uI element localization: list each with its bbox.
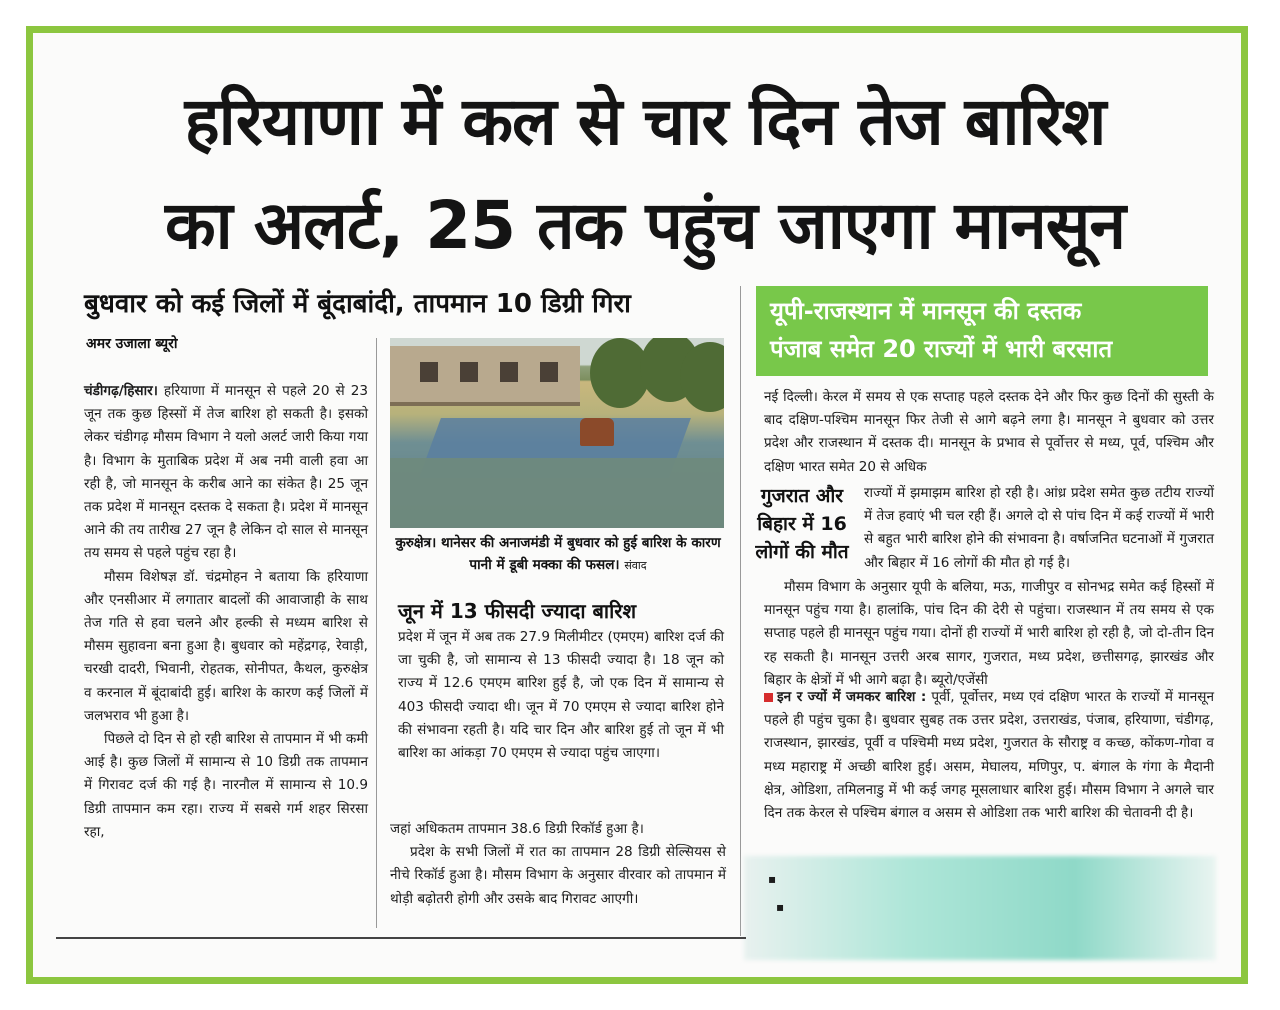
column-divider-left [376,338,377,928]
left-paragraph-2: मौसम विशेषज्ञ डॉ. चंद्रमोहन ने बताया कि हरियाणा और एनसीआर में लगातार बादलों की आवाजाही के साथ तेज गति से हवा चलने और हल्की से मध्यम बारिश से मौसम सुहावना बना हुआ है। बुधवार को महेंद्रगढ़, रेवाड़ी, चरखी दादरी, भिवानी, रोहतक, सोनीपत, कैथल, कुरुक्षेत्र व करनाल में बूंदाबांदी हुई। बारिश के कारण कई जिलों में जलभराव भी हुआ है। [84,568,368,724]
headline-line-2: का अलर्ट, 25 तक पहुंच जाएगा मानसून [164,187,1125,264]
rainfall-box-text: प्रदेश में जून में अब तक 27.9 मिलीमीटर (एमएम) बारिश दर्ज की जा चुकी है, जो सामान्य से 13 फीसदी ज्यादा है। 18 जून को राज्य में 12.6 एमएम बारिश हुई है, जो एक दिन में सामान्य से 403 फीसदी ज्यादा थी। जून में 70 एमएम से ज्यादा बारिश होने की संभावना रहती है। यदि चार दिन और बारिश हुई तो जून में भी बारिश का आंकड़ा 70 एमएम से ज्यादा पहुंच जाएगा। [398,629,724,762]
photo-person [580,418,614,446]
banner-line-1: यूपी-राजस्थान में मानसून की दस्तक [770,297,1082,325]
left-paragraph-3: पिछले दो दिन से हो रही बारिश से तापमान में भी कमी आई है। कुछ जिलों में सामान्य से 10 डिग्री तक तापमान में गिरावट दर्ज की गई है। नारनौल में सामान्य से 10.9 डिग्री तापमान कम रहा। राज्य में सबसे गर्म शहर सिरसा रहा, [84,731,368,840]
right-paragraph-1: नई दिल्ली। केरल में समय से एक सप्ताह पहले दस्तक देने और फिर कुछ दिनों की सुस्ती के बाद दक्षिण-पश्चिम मानसून फिर तेजी से आगे बढ़ने लगा है। मानसून ने बुधवार को उत्तर प्रदेश और राजस्थान में दस्तक दी। मानसून के प्रभाव से पूर्वोत्तर से मध्य, पूर्व, पश्चिम और दक्षिण भारत समेत 20 से अधिक [764,389,1214,475]
deaths-side-heading: गुजरात और बिहार में 16 लोगों की मौत [748,482,856,566]
right-story-banner [756,286,1208,376]
photo-caption: कुरुक्षेत्र। थानेसर की अनाजमंडी में बुधवार को हुई बारिश के कारण पानी में डूबी मक्का की फसल। संवाद [395,535,721,573]
left-paragraph-1: चंडीगढ़/हिसार। हरियाणा में मानसून से पहले 20 से 23 जून तक कुछ हिस्सों में तेज बारिश हो सकती है। इसको लेकर चंडीगढ़ मौसम विभाग ने यलो अलर्ट जारी किया गया है। विभाग के मुताबिक प्रदेश में अब नमी वाली हवा आ रही है, जो मानसून के करीब आने का संकेत है। 25 जून तक प्रदेश में मानसून दस्तक दे सकता है। प्रदेश में मानसून आने की तय तारीख 27 जून है लेकिन दो साल से मानसून तय समय से पहले पहुंच रहा है। [84,383,368,562]
headline-line-1: हरियाणा में कल से चार दिन तेज बारिश [184,83,1106,160]
bottom-rule [56,937,746,939]
column-divider-right [740,286,741,936]
bullet-lead: इन र ज्यों में जमकर बारिश : [777,689,927,705]
middle-paragraph-1: जहां अधिकतम तापमान 38.6 डिग्री रिकॉर्ड हुआ है। [390,821,644,837]
ad-mark: ▪ [768,872,777,886]
blurred-ad-region [744,856,1216,960]
byline: अमर उजाला ब्यूरो [86,336,178,352]
bullet-square-icon [764,693,773,702]
states-rain-bullet: इन र ज्यों में जमकर बारिश : पूर्वी, पूर्वोत्तर, मध्य एवं दक्षिण भारत के राज्यों में मानसून पहले ही पहुंच चुका है। बुधवार सुबह तक उत्तर प्रदेश, उत्तराखंड, पंजाब, हरियाणा, चंडीगढ़, राजस्थान, झारखंड, पूर्वी व पश्चिमी मध्य प्रदेश, गुजरात के सौराष्ट्र व कच्छ, कोंकण-गोवा व मध्य महाराष्ट्र में अच्छी बारिश हुई। असम, मेघालय, मणिपुर, प. बंगाल के गंगा के मैदानी क्षेत्र, ओडिशा, तमिलनाडु में भी कई जगह मूसलाधार बारिश हुई। मौसम विभाग ने अगले चार दिन तक केरल से पश्चिम बंगाल व असम से ओडिशा तक भारी बारिश की चेतावनी दी है। [764,689,1214,822]
right-paragraph-2: मौसम विभाग के अनुसार यूपी के बलिया, मऊ, गाजीपुर व सोनभद्र समेत कई हिस्सों में मानसून पहुंच गया है। हालांकि, पांच दिन की देरी से पहुंचा। राजस्थान में तय समय से एक सप्ताह पहले ही मानसून पहुंच गया। दोनों ही राज्यों में भारी बारिश हो रही है, जो दो-तीन दिन रह सकती है। मानसून उत्तरी अरब सागर, गुजरात, मध्य प्रदेश, छत्तीसगढ़, झारखंड और बिहार के क्षेत्रों में भी आगे बढ़ा है। ब्यूरो/एजेंसी [764,579,1214,688]
middle-paragraph-2: प्रदेश के सभी जिलों में रात का तापमान 28 डिग्री सेल्सियस से नीचे रिकॉर्ड हुआ है। मौसम विभाग के अनुसार वीरवार को तापमान में थोड़ी बढ़ोतरी होगी और उसके बाद गिरावट आएगी। [390,844,726,907]
photo-credit: संवाद [624,559,647,572]
middle-continuation-text [390,818,726,911]
photo-water [390,458,724,528]
headline [60,70,1230,278]
right-paragraph-1-continued: राज्यों में झमाझम बारिश हो रही है। आंध्र प्रदेश समेत कुछ तटीय राज्यों में तेज हवाएं भी चल रही हैं। अगले दो से पांच दिन में कई राज्यों में भारी से बहुत भारी बारिश होने की संभावना है। वर्षाजनित घटनाओं में गुजरात और बिहार में 16 लोगों की मौत हो गई है। [864,485,1214,571]
left-column-text [84,380,368,844]
flooded-grain-market-photo [390,338,724,528]
banner-line-2: पंजाब समेत 20 राज्यों में भारी बरसात [770,335,1113,363]
rainfall-box-title: जून में 13 फीसदी ज्यादा बारिश [398,599,637,623]
dateline: चंडीगढ़/हिसार। [84,383,158,399]
subheadline: बुधवार को कई जिलों में बूंदाबांदी, तापमान 10 डिग्री गिरा [84,289,631,319]
